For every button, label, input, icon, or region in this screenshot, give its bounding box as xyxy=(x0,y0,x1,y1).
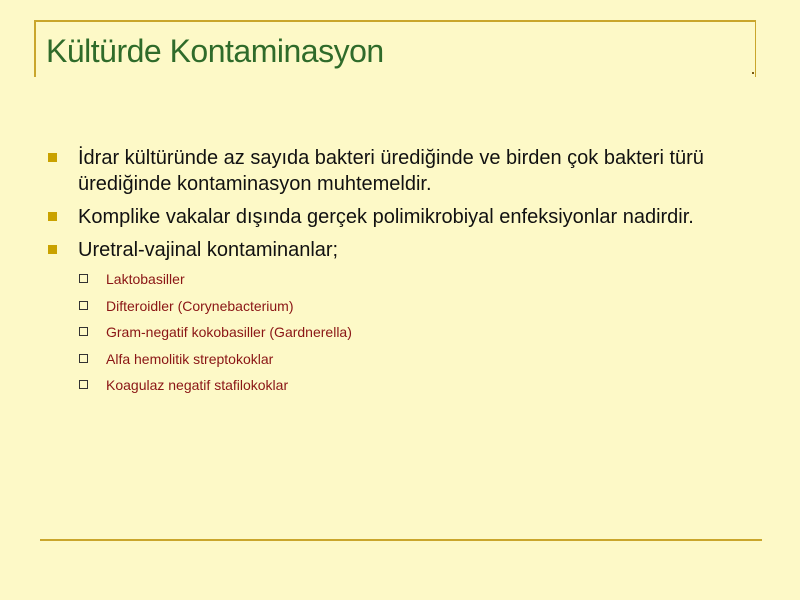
sub-bullet-text: Difteroidler (Corynebacterium) xyxy=(106,297,294,314)
hollow-square-bullet-icon xyxy=(79,327,88,336)
sub-bullet-item xyxy=(78,270,768,288)
sub-bullet-item xyxy=(78,376,768,394)
footer-divider xyxy=(40,539,762,541)
bullet-item xyxy=(48,237,768,263)
sub-bullet-text: Alfa hemolitik streptokoklar xyxy=(106,350,274,367)
bullet-item xyxy=(48,204,768,230)
sub-bullet-item xyxy=(78,350,768,368)
square-bullet-icon xyxy=(48,153,57,162)
hollow-square-bullet-icon xyxy=(79,301,88,310)
sub-bullet-text: Laktobasiller xyxy=(106,271,185,287)
bullet-text: Komplike vakalar dışında gerçek polimikrobiyal enfeksiyonlar nadirdir. xyxy=(78,206,694,228)
hollow-square-bullet-icon xyxy=(79,274,88,283)
bullet-item xyxy=(48,145,768,197)
sub-bullet-item xyxy=(78,323,768,341)
square-bullet-icon xyxy=(48,212,57,221)
sub-bullet-list xyxy=(48,270,768,394)
title-corner-dot xyxy=(752,72,754,74)
sub-bullet-item xyxy=(78,297,768,315)
square-bullet-icon xyxy=(48,245,57,254)
bullet-text: İdrar kültüründe az sayıda bakteri ürediğinde ve birden çok bakteri türü ürediğinde kontaminasyon muhtemeldir. xyxy=(78,147,704,195)
bullet-text: Uretral-vajinal kontaminanlar; xyxy=(78,239,339,261)
title-frame-left-bar xyxy=(34,22,36,77)
slide-content xyxy=(48,145,768,403)
hollow-square-bullet-icon xyxy=(79,380,88,389)
title-frame-right-bar xyxy=(755,22,756,77)
sub-bullet-text: Gram-negatif kokobasiller (Gardnerella) xyxy=(106,324,352,340)
slide-title: Kültürde Kontaminasyon xyxy=(46,33,384,69)
sub-bullet-text: Koagulaz negatif stafilokoklar xyxy=(106,377,289,393)
hollow-square-bullet-icon xyxy=(79,354,88,363)
